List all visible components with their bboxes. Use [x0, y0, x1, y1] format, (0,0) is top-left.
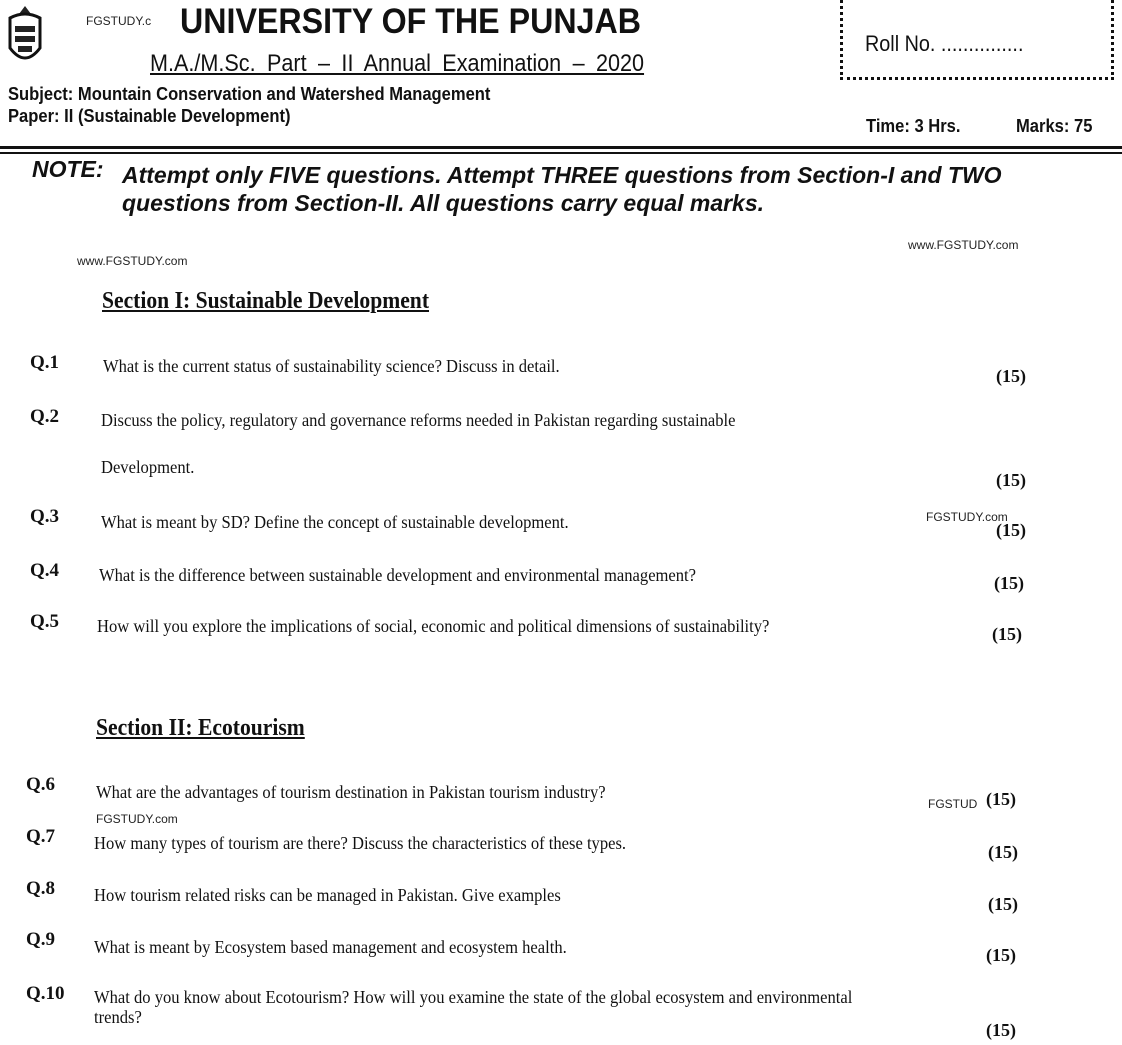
time: Time: 3 Hrs. — [866, 116, 961, 136]
question-number: Q.1 — [30, 352, 60, 373]
divider — [0, 146, 1122, 149]
question-number: Q.2 — [30, 406, 60, 427]
university-name: UNIVERSITY OF THE PUNJAB — [180, 2, 642, 41]
question-number: Q.10 — [26, 983, 65, 1004]
question-marks: (15) — [986, 945, 1016, 965]
divider — [0, 152, 1122, 154]
watermark: www.FGSTUDY.com — [77, 254, 188, 268]
question-text: What is meant by Ecosystem based management and ecosystem health. — [94, 937, 567, 957]
question-marks: (15) — [986, 1020, 1016, 1040]
question-marks: (15) — [996, 520, 1026, 540]
question-marks: (15) — [986, 789, 1016, 809]
watermark: FGSTUDY.c — [86, 14, 152, 28]
roll-no-box — [840, 0, 1114, 80]
question-text: What are the advantages of tourism destination in Pakistan tourism industry? — [96, 782, 606, 802]
question-text: What do you know about Ecotourism? How will you examine the state of the global ecosystem and environmental — [94, 987, 853, 1007]
exam-title: M.A./M.Sc. Part – II Annual Examination – 2020 — [150, 50, 645, 77]
section-2-title: Section II: Ecotourism — [96, 715, 305, 741]
subject: Subject: Mountain Conservation and Watershed Management — [8, 84, 491, 104]
question-text: How tourism related risks can be managed in Pakistan. Give examples — [94, 885, 561, 905]
question-number: Q.8 — [26, 878, 56, 899]
question-number: Q.5 — [30, 611, 60, 632]
question-marks: (15) — [996, 470, 1026, 490]
question-text: What is meant by SD? Define the concept of sustainable development. — [101, 512, 569, 532]
question-marks: (15) — [988, 894, 1018, 914]
question-text: What is the current status of sustainability science? Discuss in detail. — [103, 356, 560, 376]
watermark: FGSTUDY.com — [926, 510, 1008, 524]
question-text: Development. — [101, 457, 195, 477]
question-number: Q.7 — [26, 826, 56, 847]
question-marks: (15) — [988, 842, 1018, 862]
question-text: How many types of tourism are there? Discuss the characteristics of these types. — [94, 833, 627, 853]
question-number: Q.4 — [30, 560, 60, 581]
question-text: trends? — [94, 1007, 142, 1027]
roll-no-label: Roll No. ............... — [865, 31, 1024, 56]
watermark: www.FGSTUDY.com — [908, 238, 1019, 252]
question-number: Q.9 — [26, 929, 56, 950]
question-text: How will you explore the implications of social, economic and political dimensions of sustainability? — [97, 616, 770, 636]
question-marks: (15) — [992, 624, 1022, 644]
question-number: Q.6 — [26, 774, 56, 795]
question-text: What is the difference between sustainable development and environmental management? — [99, 565, 697, 585]
note-label: NOTE: — [32, 156, 104, 182]
question-marks: (15) — [994, 573, 1024, 593]
paper: Paper: II (Sustainable Development) — [8, 106, 291, 126]
question-text: Discuss the policy, regulatory and governance reforms needed in Pakistan regarding sustainable — [101, 410, 736, 430]
watermark: FGSTUDY.com — [96, 812, 178, 826]
university-crest-icon — [4, 4, 46, 70]
question-number: Q.3 — [30, 506, 60, 527]
marks-total: Marks: 75 — [1016, 116, 1093, 136]
watermark: FGSTUD — [928, 797, 978, 811]
note-line-1: Attempt only FIVE questions. Attempt THREE questions from Section-I and TWO — [122, 162, 1002, 188]
note-line-2: questions from Section-II. All questions carry equal marks. — [122, 190, 765, 216]
section-1-title: Section I: Sustainable Development — [102, 288, 430, 314]
question-marks: (15) — [996, 366, 1026, 386]
